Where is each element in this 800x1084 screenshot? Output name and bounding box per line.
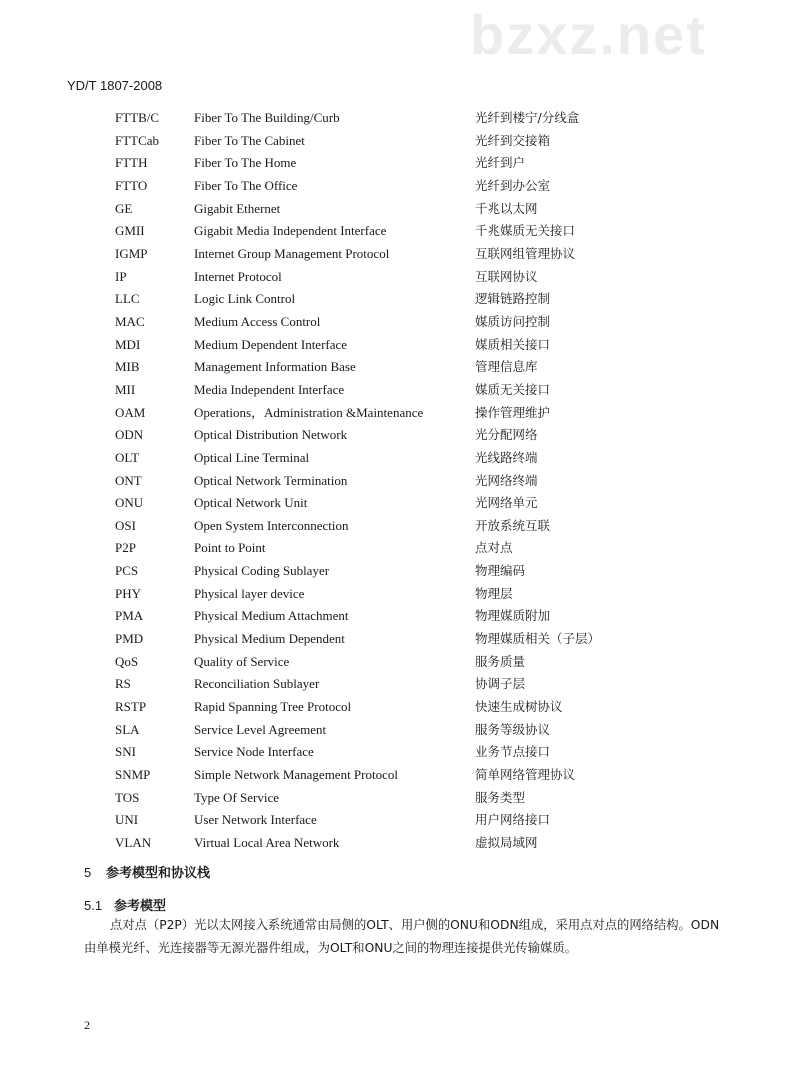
abbreviation-table <box>0 108 800 856</box>
abbreviation: PHY <box>115 585 142 601</box>
chinese-term: 虚拟局域网 <box>475 835 538 850</box>
abbreviation: PMD <box>115 631 144 647</box>
abbreviation-row <box>0 765 800 788</box>
watermark: bzxz.net <box>470 3 707 66</box>
abbreviation-row <box>0 153 800 176</box>
english-term: Optical Network Termination <box>194 472 348 488</box>
abbreviation: P2P <box>115 540 136 556</box>
abbreviation: FTTH <box>115 155 148 171</box>
chinese-term: 媒质无关接口 <box>475 381 551 397</box>
abbreviation: RSTP <box>115 699 147 715</box>
english-term: Gigabit Ethernet <box>194 200 281 216</box>
abbreviation-row <box>0 516 800 539</box>
english-term: Rapid Spanning Tree Protocol <box>194 699 352 715</box>
abbreviation-row <box>0 697 800 720</box>
english-term: Management Information Base <box>194 359 356 375</box>
chinese-term: 协调子层 <box>475 676 526 692</box>
chinese-term: 逻辑链路控制 <box>475 291 551 307</box>
english-term: Fiber To The Cabinet <box>194 132 305 148</box>
chinese-term: 媒质访问控制 <box>475 313 551 329</box>
chinese-term: 开放系统互联 <box>475 517 551 533</box>
abbreviation: ODN <box>115 427 144 443</box>
chinese-term: 光纤到楼宁/分线盒 <box>475 110 580 125</box>
chinese-term: 操作管理维护 <box>475 404 551 420</box>
chinese-term: 物理媒质附加 <box>475 608 551 624</box>
chinese-term: 服务等级协议 <box>475 721 551 737</box>
abbreviation: RS <box>115 676 131 692</box>
abbreviation: OLT <box>115 449 140 465</box>
abbreviation-row <box>0 833 800 856</box>
english-term: Fiber To The Office <box>194 177 298 193</box>
abbreviation-row <box>0 584 800 607</box>
abbreviation: VLAN <box>115 835 152 850</box>
abbreviation: MII <box>115 381 136 397</box>
chinese-term: 物理编码 <box>475 563 526 579</box>
abbreviation: GE <box>115 200 133 216</box>
abbreviation: SNI <box>115 744 136 760</box>
abbreviation: SNMP <box>115 767 151 783</box>
abbreviation-row <box>0 538 800 561</box>
english-term: Internet Protocol <box>194 268 282 284</box>
chinese-term: 光分配网络 <box>475 427 538 443</box>
abbreviation-row <box>0 674 800 697</box>
abbreviation: MDI <box>115 336 141 352</box>
english-term: Virtual Local Area Network <box>194 835 340 850</box>
english-term: Simple Network Management Protocol <box>194 767 398 783</box>
english-term: Physical Coding Sublayer <box>194 563 330 579</box>
abbreviation-row <box>0 199 800 222</box>
abbreviation: IGMP <box>115 245 148 261</box>
abbreviation-row <box>0 742 800 765</box>
english-term: Operations，Administration &Maintenance <box>194 404 424 420</box>
abbreviation: QoS <box>115 653 139 669</box>
chinese-term: 管理信息库 <box>475 359 538 375</box>
english-term: Service Level Agreement <box>194 721 327 737</box>
abbreviation: UNI <box>115 812 139 828</box>
english-term: Reconciliation Sublayer <box>194 676 320 692</box>
english-term: Optical Distribution Network <box>194 427 348 443</box>
english-term: Point to Point <box>194 540 266 556</box>
abbreviation-row <box>0 788 800 811</box>
english-term: Type Of Service <box>194 789 280 805</box>
body-paragraph: 点对点（P2P）光以太网接入系统通常由局侧的OLT、用户侧的ONU和ODN组成，采用点对点的网络结构。ODN由单模光纤、光连接器等无源光器件组成，为OLT和ONU之间的物理连接提供光传输媒质。 <box>84 918 720 955</box>
chinese-term: 快速生成树协议 <box>475 699 563 715</box>
abbreviation-row <box>0 471 800 494</box>
chinese-term: 点对点 <box>475 540 513 556</box>
chinese-term: 用户网络接口 <box>475 812 551 828</box>
abbreviation-row <box>0 221 800 244</box>
english-term: Open System Interconnection <box>194 517 349 533</box>
english-term: Quality of Service <box>194 653 290 669</box>
abbreviation: OSI <box>115 517 136 533</box>
chinese-term: 光线路终端 <box>475 449 538 465</box>
chinese-term: 互联网协议 <box>475 268 538 284</box>
abbreviation: FTTO <box>115 177 148 193</box>
abbreviation: PMA <box>115 608 144 624</box>
abbreviation-row <box>0 176 800 199</box>
section-title: 参考模型和协议栈 <box>106 866 211 881</box>
abbreviation: ONU <box>115 495 144 511</box>
chinese-term: 互联网组管理协议 <box>475 245 576 261</box>
abbreviation-row <box>0 312 800 335</box>
abbreviation-row <box>0 244 800 267</box>
abbreviation-row <box>0 652 800 675</box>
abbreviation-row <box>0 425 800 448</box>
chinese-term: 业务节点接口 <box>475 744 551 760</box>
chinese-term: 光纤到户 <box>475 155 526 171</box>
english-term: Medium Access Control <box>194 313 321 329</box>
english-term: Physical Medium Attachment <box>194 608 349 624</box>
section-number: 5.1 <box>84 898 103 913</box>
abbreviation-row <box>0 108 800 131</box>
abbreviation: FTTB/C <box>115 110 160 125</box>
chinese-term: 千兆媒质无关接口 <box>475 223 576 239</box>
abbreviation-row <box>0 131 800 154</box>
english-term: Internet Group Management Protocol <box>194 245 390 261</box>
abbreviation-row <box>0 380 800 403</box>
english-term: Service Node Interface <box>194 744 314 760</box>
abbreviation: MIB <box>115 359 140 375</box>
document-id-header: YD/T 1807-2008 <box>67 78 163 93</box>
abbreviation-row <box>0 629 800 652</box>
chinese-term: 服务质量 <box>475 653 526 669</box>
chinese-term: 光网络终端 <box>475 472 538 488</box>
english-term: Media Independent Interface <box>194 381 345 397</box>
abbreviation: MAC <box>115 313 145 329</box>
abbreviation-row <box>0 289 800 312</box>
section-5-heading <box>84 862 210 881</box>
abbreviation-row <box>0 720 800 743</box>
abbreviation-row <box>0 448 800 471</box>
english-term: Gigabit Media Independent Interface <box>194 223 387 239</box>
chinese-term: 光网络单元 <box>475 495 538 511</box>
english-term: Optical Network Unit <box>194 495 308 511</box>
abbreviation: FTTCab <box>115 132 160 148</box>
chinese-term: 媒质相关接口 <box>475 336 551 352</box>
english-term: Physical Medium Dependent <box>194 631 345 647</box>
chinese-term: 光纤到交接箱 <box>475 132 551 148</box>
page-number: 2 <box>84 1018 90 1032</box>
abbreviation-row <box>0 493 800 516</box>
english-term: User Network Interface <box>194 812 317 828</box>
chinese-term: 服务类型 <box>475 789 526 805</box>
abbreviation-row <box>0 606 800 629</box>
chinese-term: 光纤到办公室 <box>475 177 551 193</box>
english-term: Fiber To The Home <box>194 155 297 171</box>
abbreviation-row <box>0 357 800 380</box>
english-term: Medium Dependent Interface <box>194 336 348 352</box>
english-term: Physical layer device <box>194 585 305 601</box>
section-5-1-heading <box>84 895 166 914</box>
abbreviation: LLC <box>115 291 140 307</box>
abbreviation-row <box>0 335 800 358</box>
abbreviation-row <box>0 267 800 290</box>
abbreviation: GMII <box>115 223 145 239</box>
abbreviation: ONT <box>115 472 142 488</box>
abbreviation-row <box>0 810 800 833</box>
english-term: Fiber To The Building/Curb <box>194 110 340 125</box>
abbreviation: SLA <box>115 721 140 737</box>
chinese-term: 简单网络管理协议 <box>475 767 576 783</box>
chinese-term: 千兆以太网 <box>475 200 538 216</box>
chinese-term: 物理层 <box>475 585 513 601</box>
abbreviation-row <box>0 403 800 426</box>
section-number: 5 <box>84 865 92 880</box>
abbreviation: IP <box>115 268 127 284</box>
abbreviation-row <box>0 561 800 584</box>
english-term: Optical Line Terminal <box>194 449 310 465</box>
chinese-term: 物理媒质相关（子层） <box>475 631 601 647</box>
abbreviation: OAM <box>115 404 146 420</box>
english-term: Logic Link Control <box>194 291 296 307</box>
section-title: 参考模型 <box>114 899 167 914</box>
abbreviation: TOS <box>115 789 140 805</box>
abbreviation: PCS <box>115 563 139 579</box>
